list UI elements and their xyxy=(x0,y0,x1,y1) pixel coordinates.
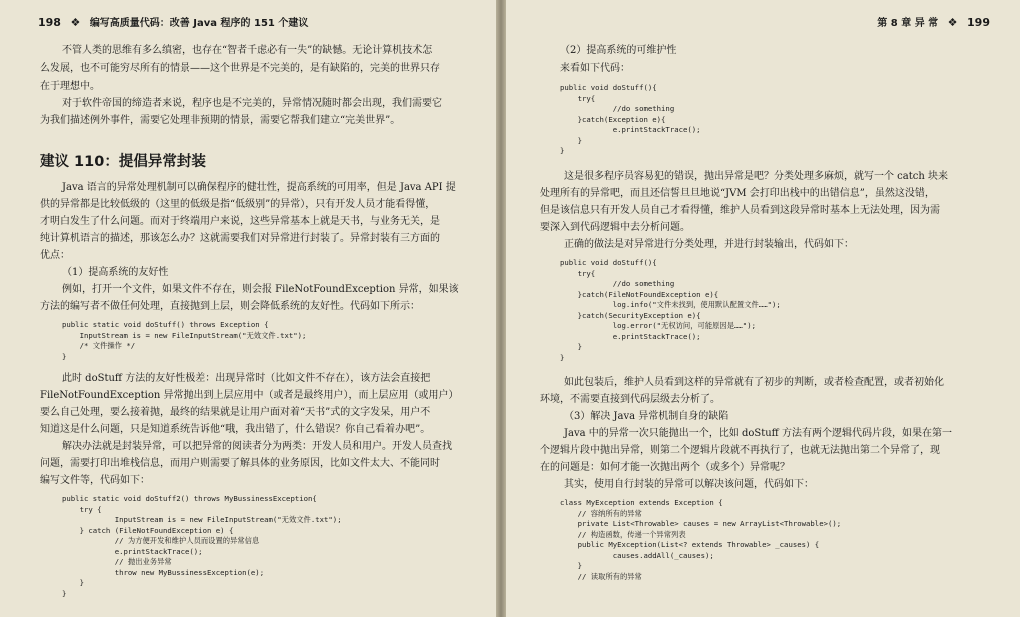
text-line: Java 语言的异常处理机制可以确保程序的健壮性，提高系统的可用率，但是 Java API 提 xyxy=(62,182,456,193)
left-page xyxy=(0,0,496,617)
text-line: 要么自己处理，要么接着抛，最终的结果就是让用户面对着“天书”式的文字发呆，用户不 xyxy=(40,407,431,418)
right-page xyxy=(506,0,1020,617)
text-line: 这是很多程序员容易犯的错误，抛出异常是吧？分类处理多麻烦，就写一个 catch 块来 xyxy=(564,171,948,182)
code-block: class MyException extends Exception { // 容纳所有的异常 private List<Throwable> causes = new ArrayList<Throwable>(); // 构造函数，传递一个异常列表 public MyException(List<? extends Throwable> _causes) { causes.addAll(_causes); } // 读取所有的异常 xyxy=(560,498,842,581)
text-line: 但是该信息只有开发人员自己才看得懂，维护人员看到这段异常时基本上无法处理，因为需 xyxy=(540,205,940,216)
book-title: 编写高质量代码：改善 Java 程序的 151 个建议 xyxy=(89,18,309,29)
text-line: 对于软件帝国的缔造者来说，程序也是不完美的，异常情况随时都会出现，我们需要它 xyxy=(62,98,442,109)
text-line: 环境，不需要直接到代码层级去分析了。 xyxy=(540,394,720,405)
text-line: 才明白发生了什么问题。而对于终端用户来说，这些异常基本上就是天书，与业务无关，是 xyxy=(40,216,440,227)
text-line: 正确的做法是对异常进行分类处理，并进行封装输出，代码如下： xyxy=(564,239,854,250)
subheading: （2）提高系统的可维护性 xyxy=(560,45,677,56)
text-line: 如此包装后，维护人员看到这样的异常就有了初步的判断，或者检查配置，或者初始化 xyxy=(564,377,944,388)
book-gutter xyxy=(496,0,506,617)
page-number: 199 xyxy=(967,16,990,29)
ornament-icon: ❖ xyxy=(70,16,81,29)
text-line: 此时 doStuff 方法的友好性极差：出现异常时（比如文件不存在），该方法会直接把 xyxy=(62,373,431,384)
text-line: 解决办法就是封装异常，可以把异常的阅读者分为两类：开发人员和用户。开发人员查找 xyxy=(62,441,452,452)
code-block: public static void doStuff() throws Exception { InputStream is = new FileInputStream("无效文件.txt"); /* 文件操作 */ } xyxy=(62,320,307,361)
text-line: 其实，使用自行封装的异常可以解决该问题，代码如下： xyxy=(564,479,814,490)
text-line: 要深入到代码逻辑中去分析问题。 xyxy=(540,222,690,233)
text-line: 编写文件等，代码如下： xyxy=(40,475,150,486)
text-line: 优点： xyxy=(40,250,70,261)
ornament-icon: ❖ xyxy=(947,16,958,29)
text-line: 在的问题是：如何才能一次抛出两个（或多个）异常呢？ xyxy=(540,462,790,473)
text-line: 处理所有的异常吧，而且还信誓旦旦地说“JVM 会打印出栈中的出错信息”，虽然这没错， xyxy=(540,188,935,199)
text-line: 么发展，也不可能穷尽所有的情景——这个世界是不完美的，是有缺陷的，完美的世界只存 xyxy=(40,63,440,74)
text-line: Java 中的异常一次只能抛出一个，比如 doStuff 方法有两个逻辑代码片段，如果在第一 xyxy=(564,428,952,439)
code-block: public void doStuff(){ try{ //do something }catch(FileNotFoundException e){ log.info("文件未找到，使用默认配置文件……"); }catch(SecurityException e){ log.error("无权访问，可能原因是……"); e.printStackTrace(); } } xyxy=(560,258,781,362)
text-line: FileNotFoundException 异常抛出到上层应用中（或者是最终用户），而上层应用（或用户） xyxy=(40,390,459,401)
text-line: 供的异常都是比较低级的（这里的低级是指“低级别”的异常），只有开发人员才能看得懂， xyxy=(40,199,436,210)
code-block: public void doStuff(){ try{ //do something }catch(Exception e){ e.printStackTrace(); } } xyxy=(560,83,701,155)
text-line: 纯计算机语言的描述，那该怎么办？这就需要我们对异常进行封装了。异常封装有三方面的 xyxy=(40,233,440,244)
right-page-header xyxy=(877,14,990,29)
text-line: 问题，需要打印出堆栈信息，而用户则需要了解具体的业务原因，比如文件太大、不能同时 xyxy=(40,458,440,469)
text-line: 为我们描述例外事件，需要它处理非预期的情景，需要它帮我们建立“完美世界”。 xyxy=(40,115,401,126)
left-page-header xyxy=(38,14,308,29)
subheading: （1）提高系统的友好性 xyxy=(62,267,169,278)
chapter-title: 第 8 章 异 常 xyxy=(877,18,939,29)
text-line: 来看如下代码： xyxy=(560,63,630,74)
subheading: （3）解决 Java 异常机制自身的缺陷 xyxy=(564,411,729,422)
page-number: 198 xyxy=(38,16,61,29)
text-line: 在于理想中。 xyxy=(40,81,100,92)
text-line: 方法的编写者不做任何处理，直接抛到上层，则会降低系统的友好性。代码如下所示： xyxy=(40,301,420,312)
section-title: 建议 110：提倡异常封装 xyxy=(40,154,206,170)
code-block: public static void doStuff2() throws MyBussinessException{ try { InputStream is = new FileInputStream("无效文件.txt"); } catch (FileNotFoundException e) { // 为方便开发和维护人员而设置的异常信息 e.printStackTrace(); // 抛出业务异常 throw new MyBussinessException(e); } } xyxy=(62,494,342,598)
text-line: 个逻辑片段中抛出异常，则第二个逻辑片段就不再执行了，也就无法抛出第二个异常了，现 xyxy=(540,445,940,456)
text-line: 不管人类的思维有多么缜密，也存在“智者千虑必有一失”的缺憾。无论计算机技术怎 xyxy=(62,45,433,56)
text-line: 知道这是什么问题，只是知道系统告诉他“哦，我出错了，什么错误？你自己看着办吧”。 xyxy=(40,424,431,435)
text-line: 例如，打开一个文件，如果文件不存在，则会报 FileNotFoundException 异常，如果该 xyxy=(62,284,459,295)
